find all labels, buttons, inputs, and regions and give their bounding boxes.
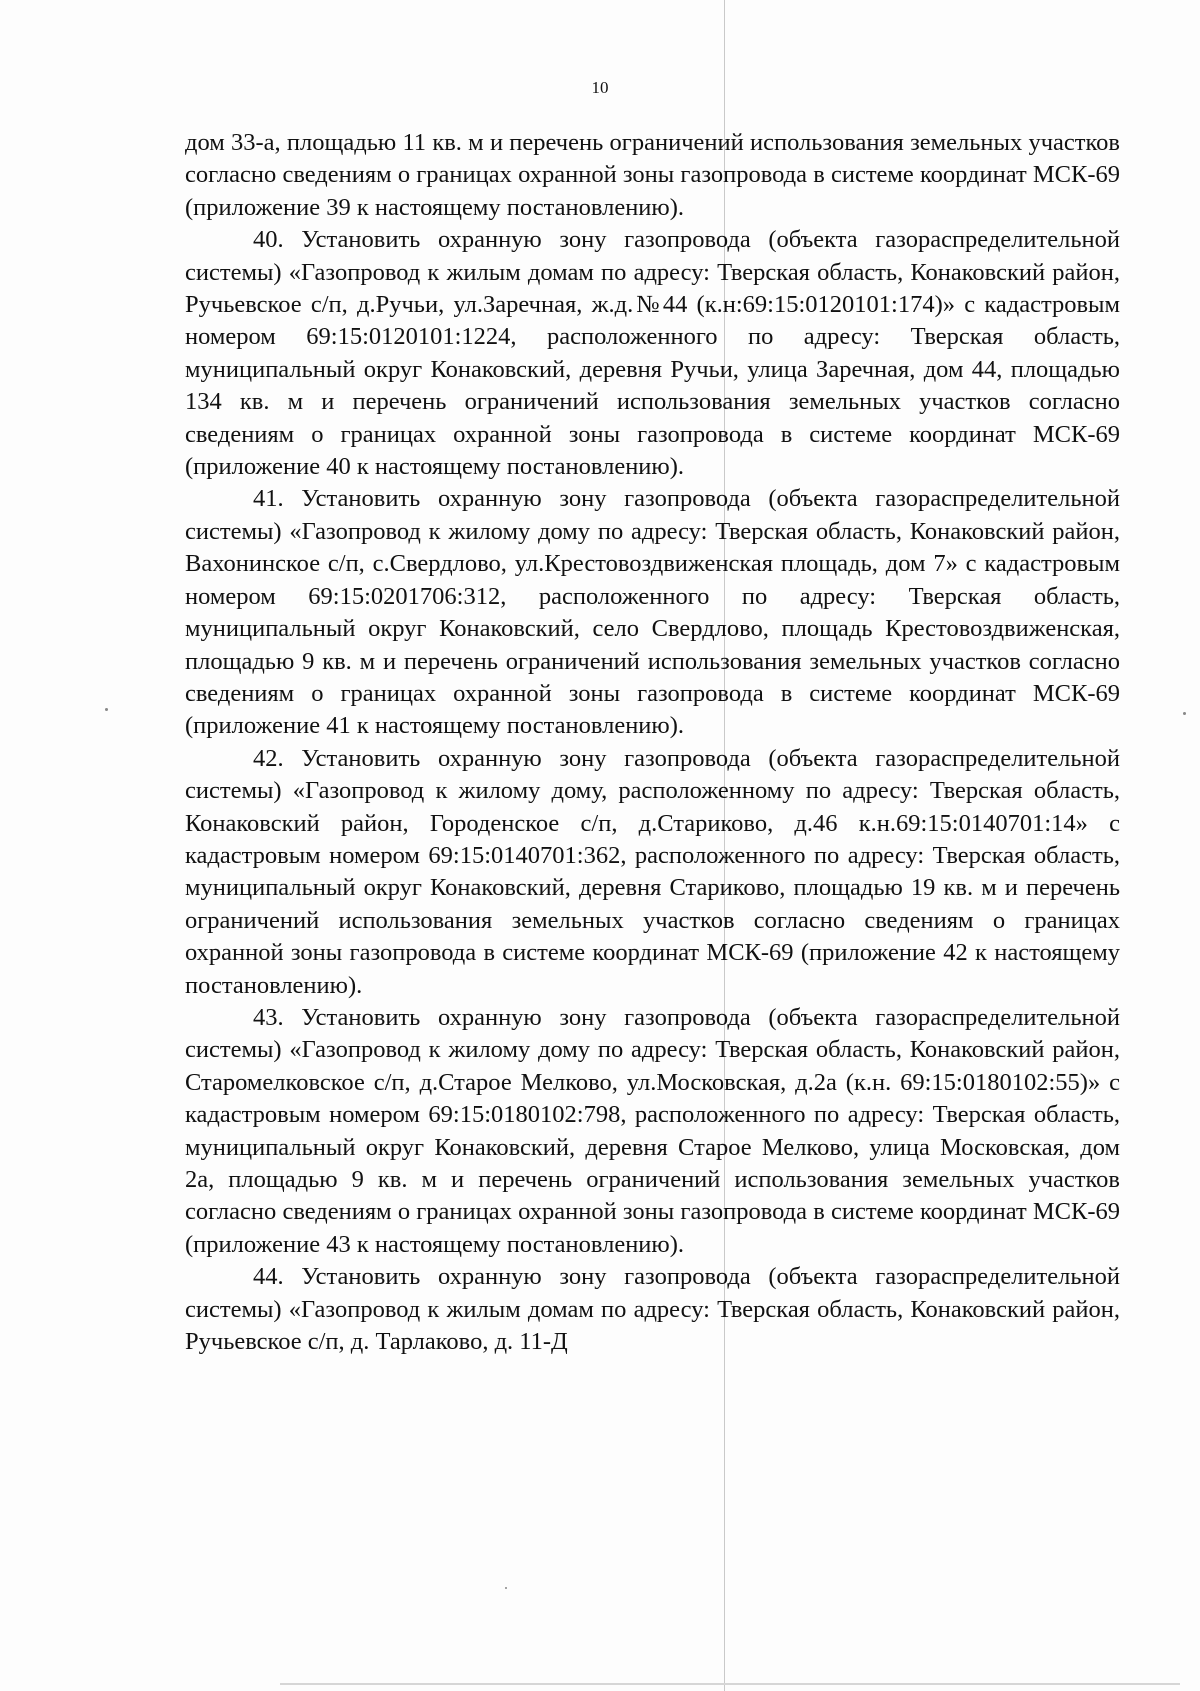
scan-speck: [105, 708, 108, 711]
paragraph-item-41: 41. Установить охранную зону газопровода (объекта газораспределительной системы) «Газопровод к жилому дому по адресу: Тверская область, Конаковский район, Вахонинское с/п, с.Свердлово, ул.Крестовоздвиженская площадь, дом 7» с кадастровым номером 69:15:0201706:312, расположенного по адресу: Тверская область, муниципальный округ Конаковский, село Свердлово, площадь Крестовоздвиженская, площадью 9 кв. м и перечень ограничений использования земельных участков согласно сведениям о границах охранной зоны газопровода в системе координат МСК-69 (приложение 41 к настоящему постановлению).: [185, 485, 1120, 740]
scan-bottom-edge: [280, 1683, 1180, 1685]
paragraph-continuation: дом 33-а, площадью 11 кв. м и перечень ограничений использования земельных участков согласно сведениям о границах охранной зоны газопровода в системе координат МСК-69 (приложение 39 к настоящему постановлению).: [185, 129, 1120, 221]
document-body: [185, 127, 1120, 1358]
paragraph-item-42: 42. Установить охранную зону газопровода (объекта газораспределительной системы) «Газопровод к жилому дому, расположенному по адресу: Тверская область, Конаковский район, Городенское с/п, д.Стариково, д.46 к.н.69:15:0140701:14» с кадастровым номером 69:15:0140701:362, расположенного по адресу: Тверская область, муниципальный округ Конаковский, деревня Стариково, площадью 19 кв. м и перечень ограничений использования земельных участков согласно сведениям о границах охранной зоны газопровода в системе координат МСК-69 (приложение 42 к настоящему постановлению).: [185, 744, 1120, 999]
scan-speck: [505, 1587, 507, 1589]
paragraph-item-40: 40. Установить охранную зону газопровода (объекта газораспределительной системы) «Газопровод к жилым домам по адресу: Тверская область, Конаковский район, Ручьевское с/п, д.Ручьи, ул.Заречная, ж.д.№44 (к.н:69:15:0120101:174)» с кадастровым номером 69:15:0120101:1224, расположенного по адресу: Тверская область, муниципальный округ Конаковский, деревня Ручьи, улица Заречная, дом 44, площадью 134 кв. м и перечень ограничений использования земельных участков согласно сведениям о границах охранной зоны газопровода в системе координат МСК-69 (приложение 40 к настоящему постановлению).: [185, 226, 1120, 481]
paragraph-item-43: 43. Установить охранную зону газопровода (объекта газораспределительной системы) «Газопровод к жилому дому по адресу: Тверская область, Конаковский район, Старомелковское с/п, д.Старое Мелково, ул.Московская, д.2а (к.н. 69:15:0180102:55)» с кадастровым номером 69:15:0180102:798, расположенного по адресу: Тверская область, муниципальный округ Конаковский, деревня Старое Мелково, улица Московская, дом 2а, площадью 9 кв. м и перечень ограничений использования земельных участков согласно сведениям о границах охранной зоны газопровода в системе координат МСК-69 (приложение 43 к настоящему постановлению).: [185, 1003, 1120, 1258]
scan-speck: [1183, 712, 1186, 715]
page-number: 10: [591, 78, 609, 97]
paragraph-item-44: 44. Установить охранную зону газопровода (объекта газораспределительной системы) «Газопровод к жилым домам по адресу: Тверская область, Конаковский район, Ручьевское с/п, д. Тарлаково, д. 11-Д: [185, 1263, 1120, 1356]
